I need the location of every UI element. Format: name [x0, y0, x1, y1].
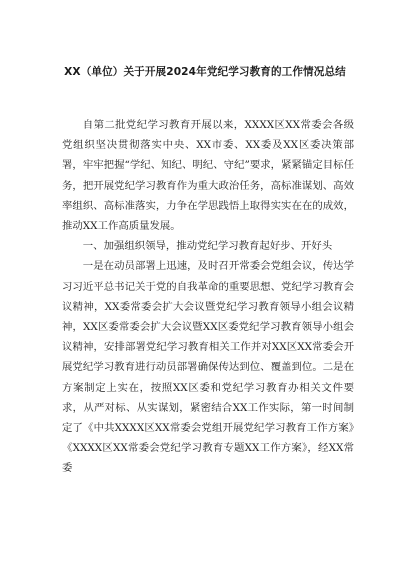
- document-body: [62, 115, 354, 479]
- intro-paragraph: 自第二批党纪学习教育开展以来，XXXX区XX常委会各级党组织坚决贯彻落实中央、XX市委、XX委及XX区委决策部署，牢牢把握“学纪、知纪、明纪、守纪”要求，紧紧锚定目标任务，把开展党纪学习教育作为重大政治任务，高标准谋划、高效率组织、高标准落实，力争在学思践悟上取得实实在在的成效，推动XX工作高质量发展。: [62, 119, 354, 233]
- body-paragraph: 一是在动员部署上迅速，及时召开常委会党组会议，传达学习习近平总书记关于党的自我革命的重要思想、党纪学习教育会议精神，XX委常委会扩大会议暨党纪学习教育领导小组会议精神，XX区委常委会扩大会议暨XX区委党纪学习教育领导小组会议精神，安排部署党纪学习教育相关工作并对XX区XX常委会开展党纪学习教育进行动员部署确保传达到位、覆盖到位。二是在方案制定上实在，按照XX区委和党纪学习教育办相关文件要求，从严对标、从实谋划，紧密结合XX工作实际，第一时间制定了《中共XXXX区XX常委会党组开展党纪学习教育工作方案》《XXXX区XX常委会党纪学习教育专题XX工作方案》，经XX常委: [62, 260, 354, 475]
- section-heading: 一、加强组织领导，推动党纪学习教育起好步、开好头: [82, 240, 333, 253]
- document-title: XX（单位）关于开展2024年党纪学习教育的工作情况总结: [64, 66, 346, 78]
